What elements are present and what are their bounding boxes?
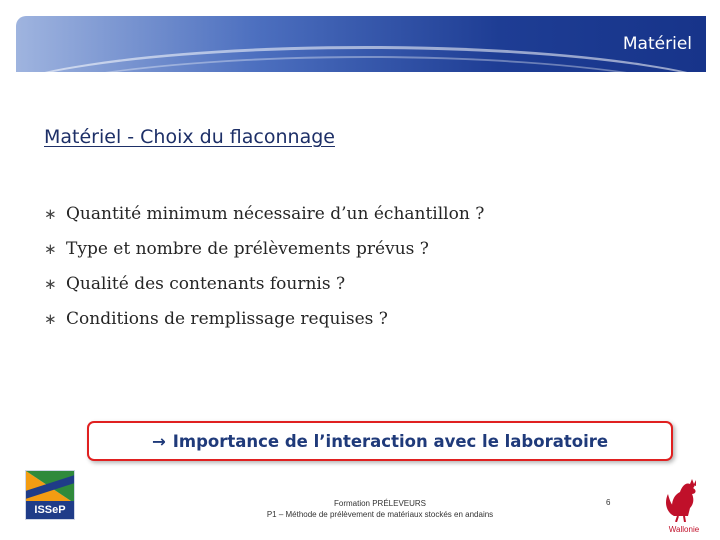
issep-logo-text: ISSeP [26,501,74,519]
wallonie-logo-text: Wallonie [668,525,700,534]
bullet-text: Quantité minimum nécessaire d’un échantillon ? [66,203,485,224]
page-number: 6 [606,498,611,507]
callout-text: Importance de l’interaction avec le laboratoire [172,431,609,451]
footer-line-1: Formation PRÉLEVEURS [333,499,427,508]
bullet-icon: ∗ [44,239,57,258]
footer-text [230,498,530,520]
header-banner [16,16,706,72]
bullet-icon: ∗ [44,274,57,293]
slide-title: Matériel - Choix du flaconnage [44,126,335,148]
issep-logo [25,470,75,520]
footer-line-2: P1 – Méthode de prélèvement de matériaux stockés en andains [266,510,494,519]
bullet-icon: ∗ [44,309,57,328]
header-title: Matériel [622,34,692,54]
bullet-text: Qualité des contenants fournis ? [66,273,346,294]
bullet-item [44,301,484,336]
rooster-icon [660,476,708,522]
bullet-item [44,231,484,266]
wallonie-logo [660,476,708,534]
bullet-item [44,266,484,301]
bullet-item [44,196,484,231]
bullet-text: Conditions de remplissage requises ? [66,308,388,329]
bullet-text: Type et nombre de prélèvements prévus ? [66,238,429,259]
bullet-list [44,196,484,336]
bullet-icon: ∗ [44,204,57,223]
arrow-right-icon: → [151,431,166,451]
callout-box [87,421,673,461]
